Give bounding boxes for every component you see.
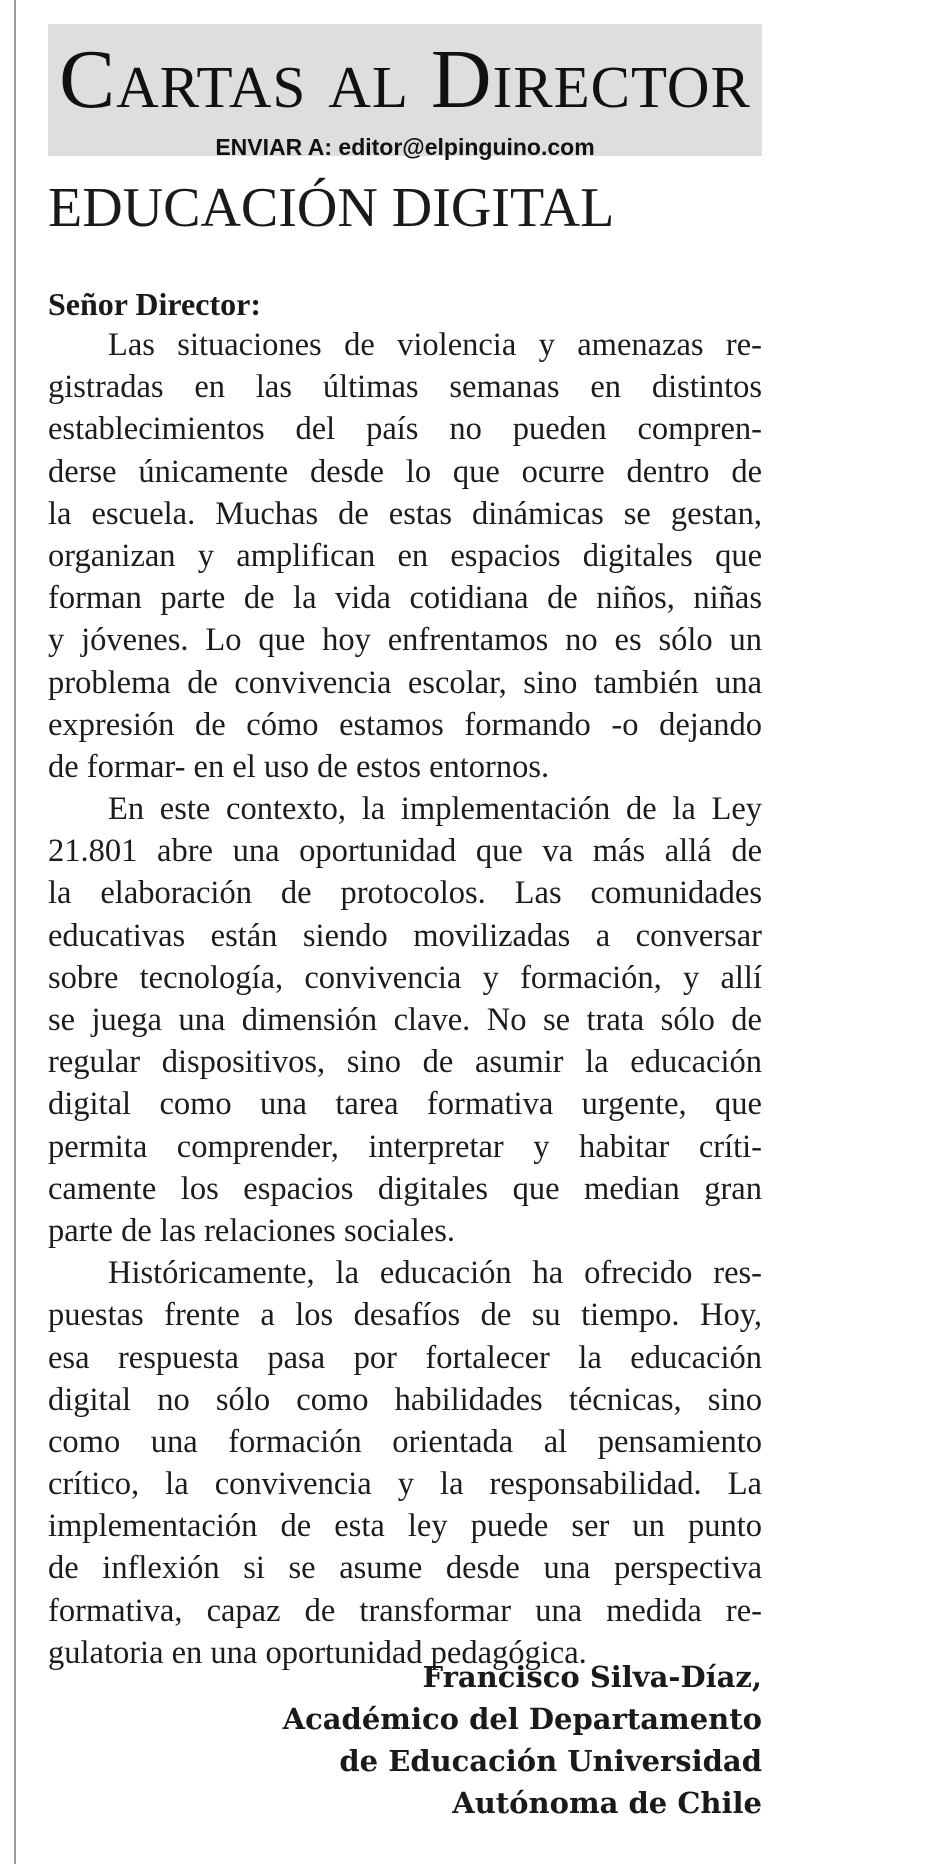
body-line: permita comprender, interpretar y habitar críti-	[48, 1128, 762, 1165]
body-line: digital como una tarea formativa urgente, que	[48, 1086, 762, 1123]
section-masthead	[48, 24, 762, 160]
body-line: Las situaciones de violencia y amenazas re-	[108, 327, 762, 363]
body-line: forman parte de la vida cotidiana de niños, niñas	[48, 580, 762, 617]
body-line: derse únicamente desde lo que ocurre dentro de	[48, 453, 762, 490]
submission-address: ENVIAR A: editor@elpinguino.com	[215, 134, 595, 160]
section-title: Cartas al Director	[59, 33, 751, 126]
body-line: la elaboración de protocolos. Las comunidades	[48, 875, 762, 912]
letter-signature	[48, 1656, 762, 1824]
letter-headline: EDUCACIÓN DIGITAL	[48, 177, 615, 239]
body-line: se juega una dimensión clave. No se trata sólo de	[48, 1002, 762, 1038]
body-line: implementación de esta ley puede ser un punto	[48, 1508, 762, 1545]
body-line: puestas frente a los desafíos de su tiempo. Hoy,	[48, 1297, 762, 1334]
signature-affiliation: Académico del Departamento	[282, 1702, 762, 1736]
letter-body	[48, 324, 762, 1674]
body-line: Históricamente, la educación ha ofrecido res-	[108, 1255, 762, 1292]
column-divider	[14, 0, 16, 1864]
body-line: regular dispositivos, sino de asumir la educación	[48, 1044, 762, 1081]
body-line: esa respuesta pasa por fortalecer la educación	[48, 1339, 762, 1376]
body-line: camente los espacios digitales que median gran	[48, 1170, 762, 1207]
body-line: y jóvenes. Lo que hoy enfrentamos no es sólo un	[48, 622, 762, 659]
signature-author: Francisco Silva-Díaz,	[422, 1660, 762, 1694]
body-line: expresión de cómo estamos formando -o dejando	[48, 706, 762, 743]
signature-affiliation: Autónoma de Chile	[452, 1786, 762, 1820]
body-line: de inflexión si se asume desde una perspectiva	[48, 1550, 762, 1587]
body-line: la escuela. Muchas de estas dinámicas se gestan,	[48, 495, 762, 532]
body-line: En este contexto, la implementación de la Ley	[108, 791, 762, 828]
body-line: crítico, la convivencia y la responsabilidad. La	[48, 1466, 762, 1503]
body-line: digital no sólo como habilidades técnicas, sino	[48, 1381, 762, 1418]
letter-salutation: Señor Director:	[48, 286, 261, 322]
body-line: organizan y amplifican en espacios digitales que	[48, 537, 762, 574]
signature-affiliation: de Educación Universidad	[339, 1744, 762, 1778]
body-line: gulatoria en una oportunidad pedagógica.	[48, 1634, 587, 1671]
body-line: como una formación orientada al pensamiento	[48, 1423, 762, 1460]
body-line: educativas están siendo movilizadas a conversar	[48, 917, 762, 954]
body-line: sobre tecnología, convivencia y formación, y allí	[48, 959, 762, 996]
body-line: parte de las relaciones sociales.	[48, 1212, 455, 1249]
body-line: problema de convivencia escolar, sino también una	[48, 664, 762, 701]
body-line: formativa, capaz de transformar una medida re-	[48, 1592, 762, 1629]
body-line: de formar- en el uso de estos entornos.	[48, 748, 550, 785]
body-line: gistradas en las últimas semanas en distintos	[48, 369, 762, 406]
body-line: 21.801 abre una oportunidad que va más allá de	[48, 833, 762, 870]
body-line: establecimientos del país no pueden compren-	[48, 411, 762, 448]
